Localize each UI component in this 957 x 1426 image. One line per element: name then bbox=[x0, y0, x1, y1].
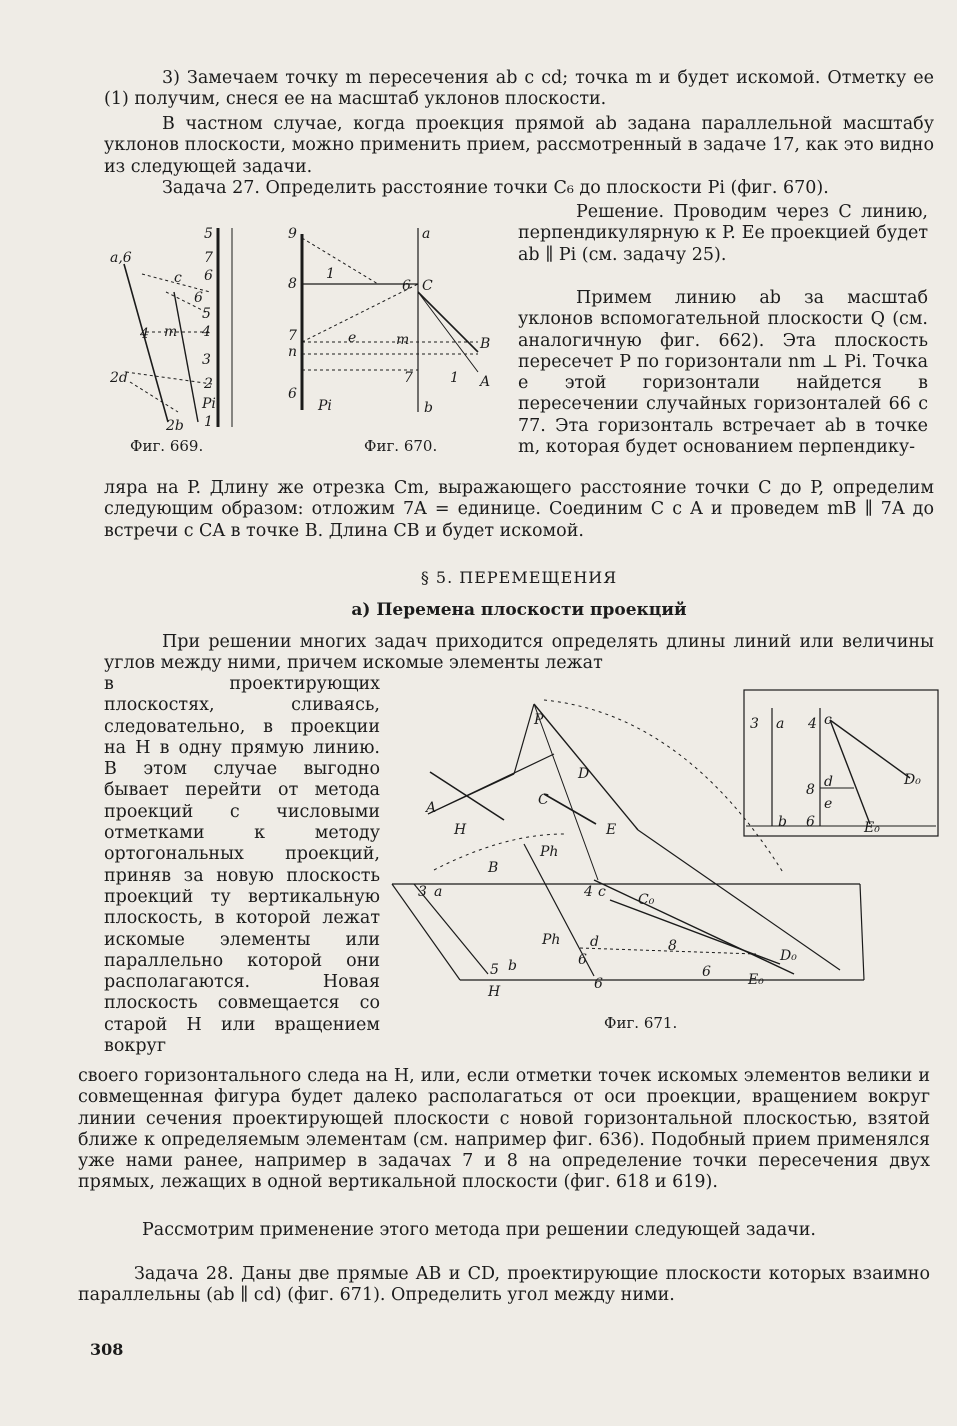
subsection-heading: а) Перемена плоскости проекций bbox=[351, 600, 687, 620]
task-27-solution-part2: Примем линию ab за масштаб уклонов вспомогательной плоскости Q (см. аналогичную фиг. 662). Эта плоскость пересечет P по горизонтали nm ⊥ Pi. Точка e этой горизонтали найдется в пересечении случайных горизонталей 66 с 77. Эта горизонталь встречает ab в точке m, которая будет основанием перпендику- bbox=[518, 288, 928, 458]
svg-text:7: 7 bbox=[404, 370, 413, 386]
svg-text:6: 6 bbox=[288, 386, 297, 402]
svg-text:a,6: a,6 bbox=[110, 250, 132, 266]
paragraph-4-intro: При решении многих задач приходится определять длины линий или величины углов между ними, причем искомые элементы лежат bbox=[104, 632, 934, 674]
section-heading: § 5. ПЕРЕМЕЩЕНИЯ bbox=[420, 568, 618, 587]
task-27-statement: Задача 27. Определить расстояние точки C₆ до плоскости Pi (фиг. 670). bbox=[162, 178, 829, 198]
svg-text:2d: 2d bbox=[110, 370, 128, 386]
svg-text:c: c bbox=[598, 884, 606, 900]
svg-text:A: A bbox=[480, 374, 491, 390]
svg-text:C: C bbox=[422, 278, 433, 294]
svg-text:6: 6 bbox=[594, 976, 603, 992]
figure-669 bbox=[106, 222, 246, 432]
svg-text:6: 6 bbox=[204, 268, 213, 284]
svg-text:n: n bbox=[288, 344, 298, 360]
paragraph-4-continued: своего горизонтального следа на H, или, если отметки точек искомых элементов велики и совмещенная фигура будет далеко располагаться от оси проекции, вращением вокруг линии сечения проектирующей плоскости с новой горизонтальной плоскостью, взятой ближе к определяемым элементам (см. например фиг. 636). Подобный прием применялся уже нами ранее, например в задачах 7 и 8 на определение точки пересечения двух прямых, лежащих в одной вертикальной плоскости (фиг. 618 и 619). bbox=[78, 1066, 930, 1193]
svg-text:3: 3 bbox=[202, 352, 211, 368]
figure-671-caption: Фиг. 671. bbox=[604, 1014, 678, 1032]
svg-text:8: 8 bbox=[668, 938, 677, 954]
svg-text:4: 4 bbox=[202, 324, 211, 340]
svg-text:6: 6 bbox=[578, 952, 587, 968]
svg-text:7: 7 bbox=[204, 250, 213, 266]
svg-text:E: E bbox=[606, 822, 617, 838]
svg-text:H: H bbox=[454, 822, 467, 838]
svg-text:9: 9 bbox=[288, 226, 297, 242]
svg-text:a: a bbox=[422, 226, 431, 242]
figure-671 bbox=[384, 684, 944, 1014]
svg-text:e: e bbox=[824, 796, 833, 812]
svg-text:B: B bbox=[488, 860, 499, 876]
svg-text:6: 6 bbox=[194, 290, 203, 306]
svg-text:c: c bbox=[174, 270, 182, 286]
svg-text:P: P bbox=[534, 712, 544, 728]
svg-text:3: 3 bbox=[418, 884, 427, 900]
paragraph-5: Рассмотрим применение этого метода при решении следующей задачи. bbox=[142, 1220, 816, 1240]
svg-text:H: H bbox=[488, 984, 501, 1000]
svg-text:3: 3 bbox=[750, 716, 759, 732]
figure-669-caption: Фиг. 669. bbox=[130, 437, 204, 455]
svg-text:D₀: D₀ bbox=[780, 948, 797, 964]
svg-text:D: D bbox=[578, 766, 590, 782]
svg-text:1: 1 bbox=[204, 414, 213, 430]
svg-text:C: C bbox=[538, 792, 549, 808]
svg-text:6: 6 bbox=[806, 814, 815, 830]
svg-text:5: 5 bbox=[204, 226, 213, 242]
svg-text:Ph: Ph bbox=[542, 932, 561, 948]
task-27-solution-part1: Решение. Проводим через C линию, перпендикулярную к P. Ее проекцией будет ab ∥ Pi (см. задачу 25). bbox=[518, 202, 928, 265]
svg-text:A: A bbox=[426, 800, 437, 816]
svg-text:m: m bbox=[396, 332, 410, 348]
svg-text:6: 6 bbox=[702, 964, 711, 980]
figure-670-caption: Фиг. 670. bbox=[364, 437, 438, 455]
svg-text:4: 4 bbox=[584, 884, 593, 900]
svg-text:d: d bbox=[590, 934, 599, 950]
svg-text:b: b bbox=[778, 814, 787, 830]
svg-text:2b: 2b bbox=[166, 418, 184, 434]
svg-text:1: 1 bbox=[326, 266, 335, 282]
svg-text:Pi: Pi bbox=[318, 398, 332, 414]
svg-text:8: 8 bbox=[806, 782, 815, 798]
task-27-solution-part3: ляра на P. Длину же отрезка Cm, выражающего расстояние точки C до P, определим следующим образом: отложим 7A = единице. Соединим C с A и проведем mB ∥ 7A до встречи с CA в точке B. Длина CB и будет искомой. bbox=[104, 478, 934, 541]
paragraph-4-column: в проектирующих плоскостях, сливаясь, следовательно, в проекции на H в одну прямую линию. В этом случае выгодно бывает перейти от метода проекций с числовыми отметками к методу ортогональных проекций, приняв за новую плоскость проекций ту вертикальную плоскость, в которой лежат искомые элементы или параллельно которой они располагаются. Новая плоскость совмещается со старой H или вращением вокруг bbox=[104, 674, 380, 1057]
svg-text:e: e bbox=[348, 330, 357, 346]
svg-text:5: 5 bbox=[490, 962, 499, 978]
paragraph-2: В частном случае, когда проекция прямой ab задана параллельной масштабу уклонов плоскости, можно применить прием, рассмотренный в задаче 17, как это видно из следующей задачи. bbox=[104, 114, 934, 177]
task-28-statement: Задача 28. Даны две прямые AB и CD, проектирующие плоскости которых взаимно параллельны (ab ∥ cd) (фиг. 671). Определить угол между ними. bbox=[78, 1264, 930, 1306]
svg-text:a: a bbox=[434, 884, 443, 900]
svg-text:7: 7 bbox=[288, 328, 297, 344]
svg-text:c: c bbox=[824, 712, 832, 728]
page-number: 308 bbox=[90, 1340, 124, 1359]
svg-text:d: d bbox=[824, 774, 833, 790]
svg-text:B: B bbox=[480, 336, 491, 352]
svg-text:6: 6 bbox=[402, 278, 411, 294]
svg-text:1: 1 bbox=[450, 370, 459, 386]
svg-text:a: a bbox=[776, 716, 785, 732]
svg-text:4: 4 bbox=[808, 716, 817, 732]
svg-text:E₀: E₀ bbox=[748, 972, 764, 988]
svg-text:2: 2 bbox=[204, 376, 213, 392]
svg-text:5: 5 bbox=[202, 306, 211, 322]
svg-text:m: m bbox=[164, 324, 178, 340]
svg-text:D₀: D₀ bbox=[904, 772, 921, 788]
paragraph-1: 3) Замечаем точку m пересечения ab с cd; точка m и будет искомой. Отметку ее (1) получим, снеся ее на масштаб уклонов плоскости. bbox=[104, 68, 934, 110]
svg-text:Pi: Pi bbox=[202, 396, 216, 412]
svg-text:C₀: C₀ bbox=[638, 892, 655, 908]
svg-text:Ph: Ph bbox=[540, 844, 559, 860]
svg-text:b: b bbox=[424, 400, 433, 416]
svg-text:8: 8 bbox=[288, 276, 297, 292]
svg-text:E₀: E₀ bbox=[864, 820, 880, 836]
svg-text:4: 4 bbox=[140, 326, 149, 342]
figure-670 bbox=[284, 222, 504, 432]
svg-text:b: b bbox=[508, 958, 517, 974]
